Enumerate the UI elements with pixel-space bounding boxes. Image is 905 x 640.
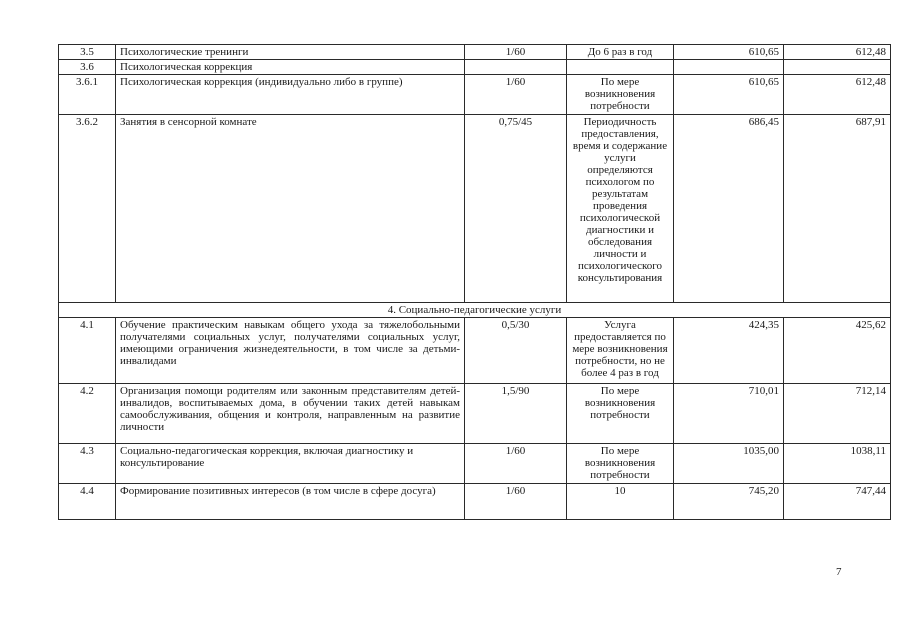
service-frequency: По мере возникновения потребности	[567, 384, 674, 444]
service-name: Организация помощи родителям или законным представителям детей-инвалидов, воспитываемых дома, в обучении таких детей навыкам самообслуживания, общения и контроля, направленным на развитие личности	[116, 384, 465, 444]
table-row	[59, 318, 891, 384]
section-header-row	[59, 303, 891, 318]
service-unit	[465, 60, 567, 75]
service-unit: 1/60	[465, 75, 567, 115]
price-1	[674, 60, 784, 75]
service-frequency: До 6 раз в год	[567, 45, 674, 60]
service-name: Занятия в сенсорной комнате	[116, 115, 465, 303]
services-table	[58, 44, 891, 520]
row-number: 4.1	[59, 318, 116, 384]
price-2: 712,14	[784, 384, 891, 444]
price-2: 612,48	[784, 45, 891, 60]
section-title: 4. Социально-педагогические услуги	[59, 303, 891, 318]
price-1: 686,45	[674, 115, 784, 303]
service-frequency: 10	[567, 484, 674, 520]
row-number: 4.4	[59, 484, 116, 520]
table-row	[59, 75, 891, 115]
price-1: 745,20	[674, 484, 784, 520]
price-2: 747,44	[784, 484, 891, 520]
table-row	[59, 60, 891, 75]
table-row	[59, 45, 891, 60]
service-name: Психологическая коррекция (индивидуально либо в группе)	[116, 75, 465, 115]
service-name: Психологическая коррекция	[116, 60, 465, 75]
service-unit: 1,5/90	[465, 384, 567, 444]
service-name: Психологические тренинги	[116, 45, 465, 60]
price-2: 612,48	[784, 75, 891, 115]
price-1: 424,35	[674, 318, 784, 384]
row-number: 4.2	[59, 384, 116, 444]
price-2: 425,62	[784, 318, 891, 384]
service-frequency	[567, 60, 674, 75]
table-row	[59, 444, 891, 484]
service-frequency: Периодичность предоставления, время и содержание услуги определяются психологом по результатам проведения психологической диагностики и обследования личности и психологического консультирования	[567, 115, 674, 303]
service-unit: 1/60	[465, 444, 567, 484]
page-number: 7	[836, 566, 842, 578]
row-number: 3.6.2	[59, 115, 116, 303]
service-frequency: По мере возникновения потребности	[567, 75, 674, 115]
row-number: 4.3	[59, 444, 116, 484]
price-2: 687,91	[784, 115, 891, 303]
row-number: 3.6.1	[59, 75, 116, 115]
table-row	[59, 384, 891, 444]
table-row	[59, 115, 891, 303]
table-row	[59, 484, 891, 520]
row-number: 3.5	[59, 45, 116, 60]
service-unit: 0,5/30	[465, 318, 567, 384]
service-name: Обучение практическим навыкам общего ухода за тяжелобольными получателями социальных услуг, получателями социальных услуг, имеющими ограничения жизнедеятельности, в том числе за детьми-инвалидами	[116, 318, 465, 384]
price-1: 610,65	[674, 45, 784, 60]
row-number: 3.6	[59, 60, 116, 75]
price-1: 710,01	[674, 384, 784, 444]
service-unit: 0,75/45	[465, 115, 567, 303]
price-2	[784, 60, 891, 75]
service-unit: 1/60	[465, 45, 567, 60]
service-unit: 1/60	[465, 484, 567, 520]
service-name: Формирование позитивных интересов (в том числе в сфере досуга)	[116, 484, 465, 520]
service-frequency: По мере возникновения потребности	[567, 444, 674, 484]
price-2: 1038,11	[784, 444, 891, 484]
service-name: Социально-педагогическая коррекция, включая диагностику и консультирование	[116, 444, 465, 484]
price-1: 1035,00	[674, 444, 784, 484]
service-frequency: Услуга предоставляется по мере возникновения потребности, но не более 4 раз в год	[567, 318, 674, 384]
price-1: 610,65	[674, 75, 784, 115]
